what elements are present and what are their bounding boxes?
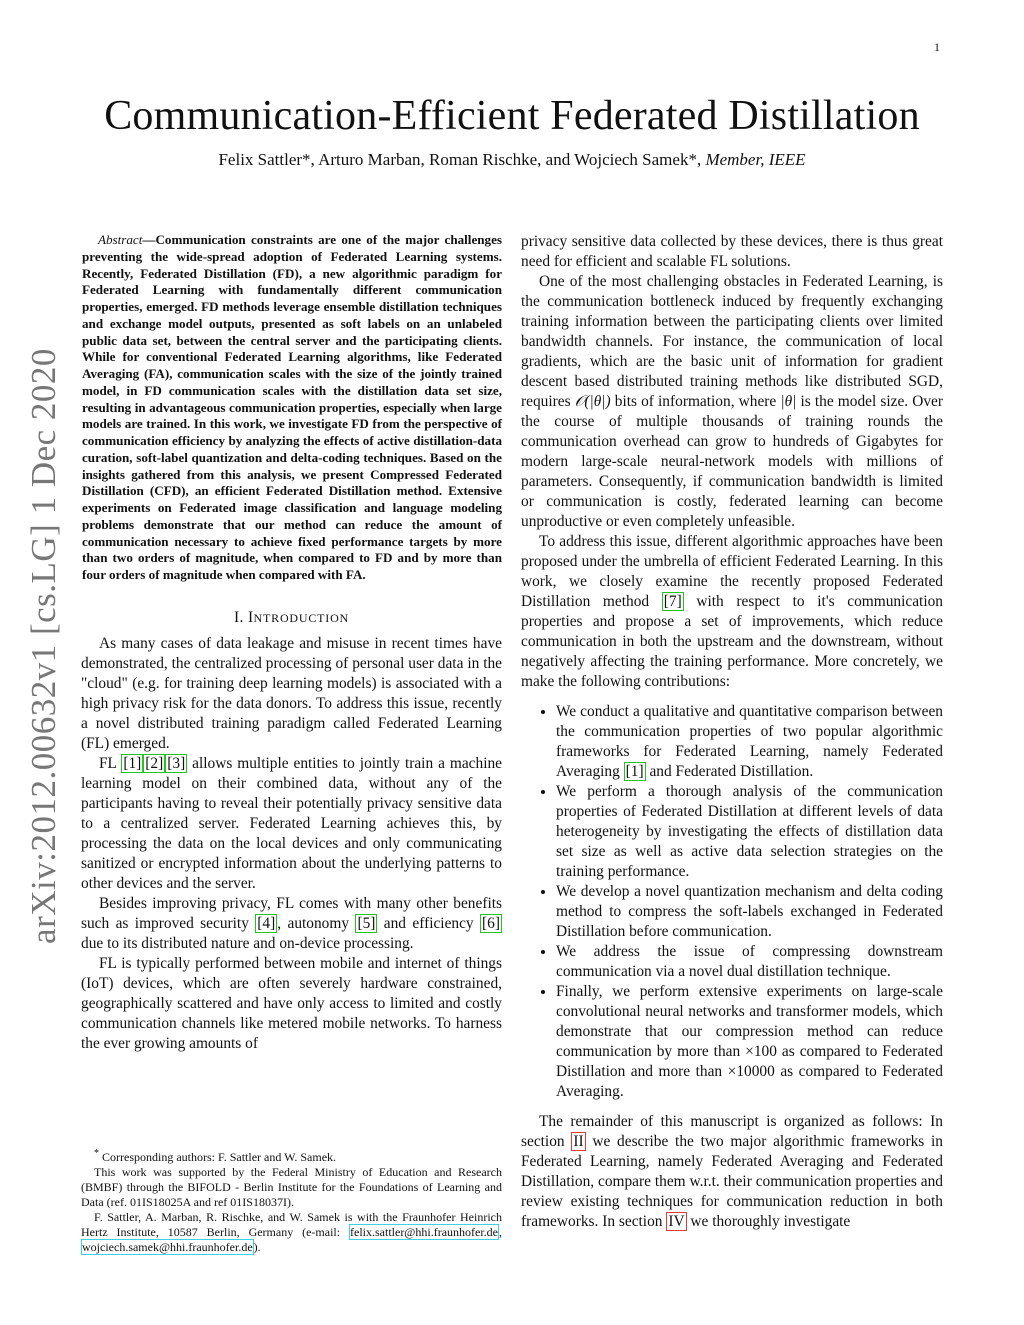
author-names: Felix Sattler*, Arturo Marban, Roman Rischke, and Wojciech Samek*, [218,150,702,169]
section-title-first: I [248,608,254,626]
citation-link[interactable]: [7] [663,593,682,610]
text-span: F. Sattler, A. Marban, R. Rischke, and W. Samek is with the Fraunhofer Heinrich Hertz Institute, 10587 Berlin, Germany (e-mail: [81,1210,502,1239]
section-link[interactable]: IV [668,1213,685,1230]
abstract [82,232,502,584]
text-span: bits of information, where [610,393,781,410]
arxiv-stamp [22,348,66,944]
text-span: FL [99,754,122,772]
list-item: • We develop a novel quantization mechanism and delta coding method to compress the soft-labels exchanged in Federated Distillation before communication. [556,882,943,942]
arxiv-stamp-text: arXiv:2012.00632v1 [cs.LG] 1 Dec 2020 [24,348,63,944]
intro-paragraph-6 [521,272,943,532]
footnote-affiliation [81,1210,502,1255]
text-span: Besides improving privacy, FL comes with many other benefits such as improved security [81,894,502,932]
abstract-text: —Communication constraints are one of the major challenges preventing the wide-spread adoption of Federated Learning systems. Recently, Federated Distillation (FD), a new algorithmic paradigm for Federated Learning with fundamentally different communication properties, emerged. FD methods leverage ensemble distillation techniques and exchange model outputs, presented as soft labels on an unlabeled public data set, between the central server and the participating clients. While for conventional Federated Learning algorithms, like Federated Averaging (FA), communication scales with the size of the jointly trained model, in FD communication scales with the distillation data set size, resulting in advantageous communication properties, especially when large models are trained. In this work, we investigate FD from the perspective of communication efficiency by analyzing the effects of active distillation-data curation, soft-label quantization and delta-coding techniques. Based on the insights gathered from this analysis, we present Compressed Federated Distillation (CFD), an efficient Federated Distillation method. Extensive experiments on Federated image classification and language modeling problems demonstrate that our method can reduce the amount of communication necessary to achieve fixed performance targets by more than two orders of magnitude, when compared to FD and by more than four orders of magnitude when compared with FA. [82,232,502,582]
email-link[interactable]: felix.sattler@hhi.fraunhofer.de [350,1225,498,1239]
author-line [0,150,1024,170]
author-membership: Member, IEEE [705,150,806,169]
text-span: One of the most challenging obstacles in Federated Learning, is the communication bottleneck induced by frequently exchanging training information between the participating clients over limited bandwidth channels. For instance, the communication of local gradients, which are the basic unit of information for gradient descent based distributed training methods like distributed SGD, requires [521,273,943,410]
text-span: we describe the two major algorithmic frameworks in Federated Learning, namely Federated Averaging and Federated Distillation, compare them w.r.t. their communication properties and review existing techniques for communication reduction in both frameworks. In section [521,1133,943,1230]
footnote-corresponding: * Corresponding authors: F. Sattler and W. Samek. [94,1148,337,1164]
footnotes [81,1146,502,1255]
text-span: , autonomy [277,914,356,932]
text-span: allows multiple entities to jointly train a machine learning model on their combined data, without any of the participants having to reveal their potentially privacy sensitive data to a centralized server. Federated Learning achieves this, by processing the data on the local devices and only communicating sanitized or encrypted information about the underlying patterns to other devices and the server. [81,754,502,892]
math-inline: 𝒪(|θ|) [574,393,611,410]
contributions-list [521,702,943,1102]
text-span: we thoroughly investigate [686,1213,851,1230]
math-inline: ×100 [745,1043,777,1060]
intro-paragraph-2 [81,754,502,894]
list-item: • We address the issue of compressing downstream communication via a novel dual distillation technique. [556,942,943,982]
text-span: as compared to Federated Distillation and more than [556,1043,943,1080]
text-span: with respect to it's communication properties and propose a set of improvements, which reduce communication in both the upstream and the downstream, without negatively affecting the training performance. More concretely, we make the following contributions: [521,593,943,690]
footnote-funding: This work was supported by the Federal Ministry of Education and Research (BMBF) through the BIFOLD - Berlin Institute for the Foundations of Learning and Data (ref. 01IS18025A and ref 01IS18037I). [81,1165,502,1209]
section-numeral: I. [233,608,244,626]
email-link[interactable]: wojciech.samek@hhi.fraunhofer.de [82,1240,253,1254]
intro-paragraph-8 [521,1112,943,1232]
citation-link[interactable]: [1] [625,763,644,780]
paper-title: Communication-Efficient Federated Distillation [104,93,920,139]
intro-paragraph-7 [521,532,943,692]
left-column [81,232,502,1054]
abstract-label: Abstract [98,232,143,247]
text-span: Corresponding authors: F. Sattler and W. Samek. [102,1150,337,1164]
text-span: as compared to Federated Averaging. [556,1063,943,1100]
intro-paragraph-4: FL is typically performed between mobile and internet of things (IoT) devices, which are often severely hardware constrained, geographically scattered and have only access to limited and costly communication channels like metered mobile networks. To harness the ever growing amounts of [81,954,502,1052]
citation-link[interactable]: [1] [123,754,142,772]
intro-paragraph-3 [81,894,502,954]
text-span: To address this issue, different algorithmic approaches have been proposed under the umbrella of efficient Federated Learning. In this work, we closely examine the recently proposed Federated Distillation method [521,533,943,610]
section-title-rest: NTRODUCTION [253,610,350,625]
text-span: ). [253,1240,261,1254]
citation-link[interactable]: [3] [167,754,186,772]
list-item [556,702,943,782]
page-number: 1 [934,40,940,54]
citation-link[interactable]: [5] [357,914,376,932]
right-column [521,232,943,1232]
citation-link[interactable]: [6] [482,914,500,932]
citation-link[interactable]: [2] [145,754,164,772]
math-inline: ×10000 [727,1063,775,1080]
intro-paragraph-5: privacy sensitive data collected by these devices, there is thus great need for efficient and scalable FL solutions. [521,233,943,270]
text-span: due to its distributed nature and on-device processing. [81,934,414,952]
text-span: The remainder of this manuscript is organized as follows: In section [521,1113,943,1150]
list-item [556,982,943,1102]
citation-link[interactable]: [4] [257,914,276,932]
text-span: We conduct a qualitative and quantitative comparison between the communication properties of two popular algorithmic frameworks for Federated Learning, namely Federated Averaging [556,703,943,780]
section-link[interactable]: II [573,1133,584,1150]
list-item: • We perform a thorough analysis of the communication properties of Federated Distillation at different levels of data heterogeneity by investigating the effects of distillation data set size as well as active data selection strategies on the training performance. [556,782,943,882]
text-span: and Federated Distillation. [645,763,814,780]
math-inline: |θ| [780,393,797,410]
intro-paragraph-1: As many cases of data leakage and misuse in recent times have demonstrated, the centralized processing of personal user data in the "cloud" (e.g. for training deep learning models) is associated with a high privacy risk for the data donors. To address this issue, recently a novel distributed training paradigm called Federated Learning (FL) emerged. [81,634,502,752]
text-span: , [499,1225,502,1239]
text-span: Finally, we perform extensive experiments on large-scale convolutional neural networks and transformer models, which demonstrate that our compression method can reduce communication by more than [556,983,943,1060]
text-span: and efficiency [377,914,481,932]
text-span: is the model size. Over the course of multiple thousands of training rounds the communication overhead can grow to hundreds of Gigabytes for modern large-scale neural-network models with millions of parameters. Consequently, if communication bandwidth is limited or communication is costly, federated learning can become unproductive or even completely unfeasible. [521,393,944,530]
section-heading-introduction [81,608,502,628]
